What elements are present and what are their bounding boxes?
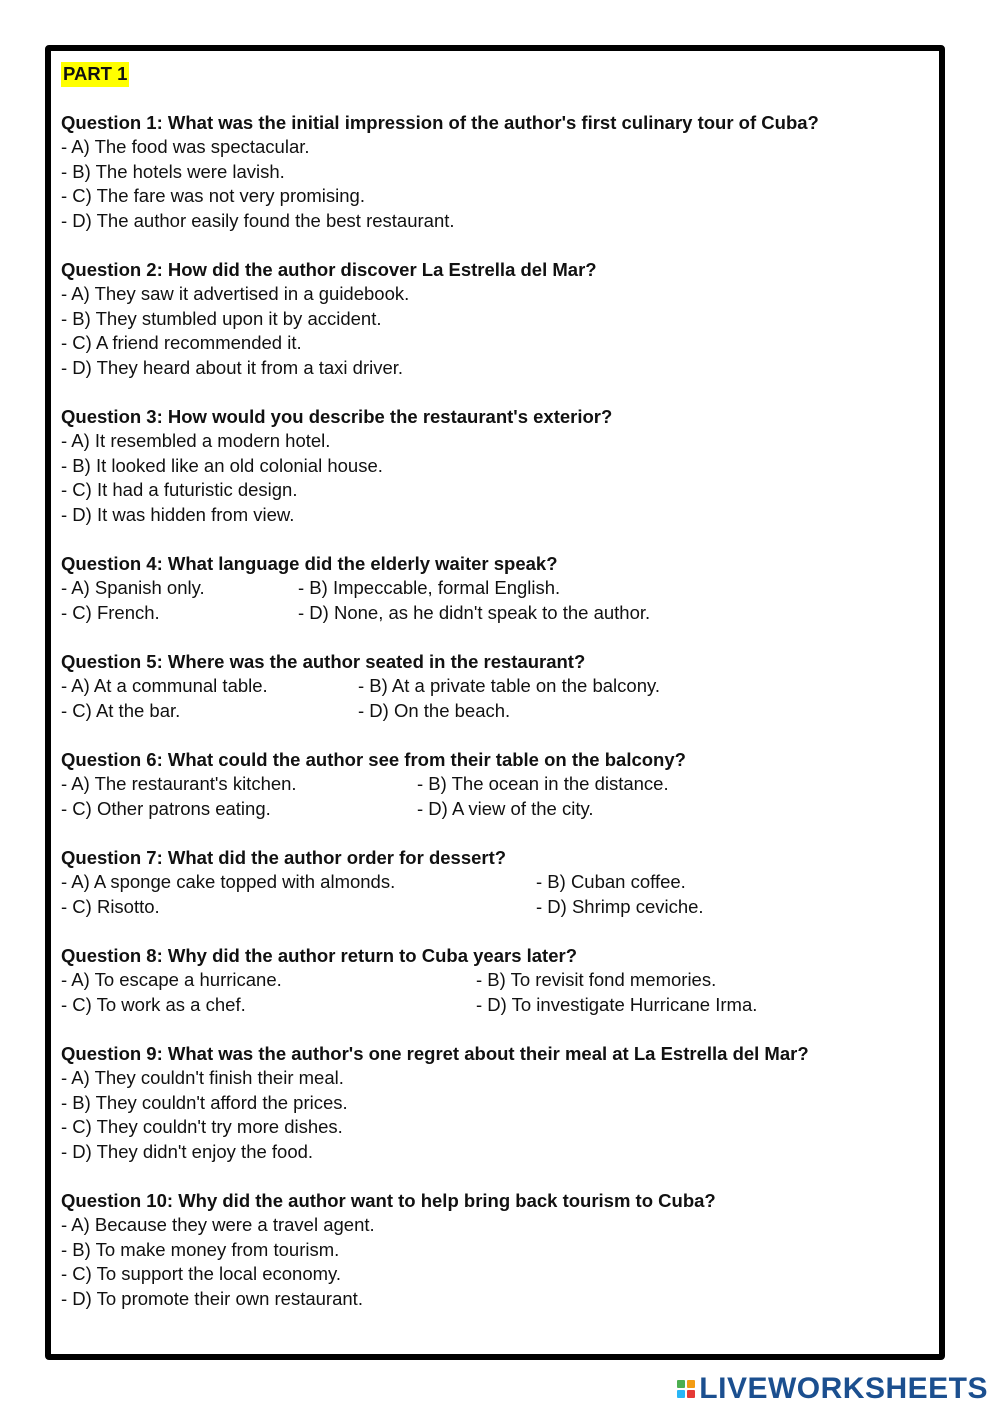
answer-option[interactable]: - B) To make money from tourism. — [61, 1238, 340, 1260]
question-6 — [61, 748, 941, 822]
answer-option[interactable]: - D) They heard about it from a taxi driver. — [61, 356, 404, 378]
question-title: Question 10: Why did the author want to help bring back tourism to Cuba? — [61, 1189, 716, 1211]
answer-option[interactable]: - C) It had a futuristic design. — [61, 479, 298, 500]
answer-option[interactable]: - B) To revisit fond memories. — [476, 969, 717, 990]
question-10 — [61, 1189, 941, 1312]
answer-option[interactable]: - B) The hotels were lavish. — [61, 160, 285, 182]
answer-option[interactable]: - C) Risotto. — [61, 895, 160, 917]
answer-option[interactable]: - C) At the bar. — [61, 699, 181, 721]
answer-option[interactable]: - D) Shrimp ceviche. — [536, 895, 704, 917]
answer-option[interactable]: - A) The restaurant's kitchen. — [61, 773, 297, 794]
answer-option[interactable]: - B) It looked like an old colonial house. — [61, 454, 383, 476]
answer-option[interactable]: - A) It resembled a modern hotel. — [61, 430, 331, 451]
answer-option[interactable]: - C) French. — [61, 601, 160, 623]
answer-option[interactable]: - D) The author easily found the best restaurant. — [61, 209, 455, 231]
brand-name: LIVEWORKSHEETS — [699, 1372, 988, 1405]
answer-option[interactable]: - B) They stumbled upon it by accident. — [61, 307, 382, 329]
answer-option[interactable]: - D) To promote their own restaurant. — [61, 1287, 363, 1309]
answer-option[interactable]: - A) The food was spectacular. — [61, 136, 310, 157]
answer-option[interactable]: - B) They couldn't afford the prices. — [61, 1091, 348, 1113]
answer-option[interactable]: - D) They didn't enjoy the food. — [61, 1140, 314, 1162]
question-title: Question 7: What did the author order for dessert? — [61, 846, 507, 868]
question-title: Question 5: Where was the author seated in the restaurant? — [61, 650, 586, 672]
question-title: Question 8: Why did the author return to Cuba years later? — [61, 944, 578, 966]
answer-option[interactable]: - A) Spanish only. — [61, 577, 205, 598]
question-8 — [61, 944, 941, 1018]
answer-option[interactable]: - A) They saw it advertised in a guidebook. — [61, 283, 410, 304]
answer-option[interactable]: - D) On the beach. — [358, 699, 511, 721]
question-5 — [61, 650, 941, 724]
answer-option[interactable]: - C) They couldn't try more dishes. — [61, 1116, 343, 1137]
part-label: PART 1 — [61, 62, 129, 87]
answer-option[interactable]: - A) They couldn't finish their meal. — [61, 1067, 344, 1088]
question-title: Question 3: How would you describe the restaurant's exterior? — [61, 405, 613, 427]
answer-option[interactable]: - B) At a private table on the balcony. — [358, 675, 660, 696]
question-4 — [61, 552, 941, 626]
question-2 — [61, 258, 941, 381]
question-7 — [61, 846, 941, 920]
answer-option[interactable]: - D) To investigate Hurricane Irma. — [476, 993, 758, 1015]
answer-option[interactable]: - B) The ocean in the distance. — [417, 773, 669, 794]
question-title: Question 6: What could the author see from their table on the balcony? — [61, 748, 686, 770]
question-title: Question 2: How did the author discover La Estrella del Mar? — [61, 258, 597, 280]
answer-option[interactable]: - A) At a communal table. — [61, 675, 268, 696]
question-1 — [61, 111, 941, 234]
answer-option[interactable]: - D) A view of the city. — [417, 797, 594, 819]
answer-option[interactable]: - C) To support the local economy. — [61, 1263, 342, 1284]
answer-option[interactable]: - B) Impeccable, formal English. — [298, 577, 561, 598]
worksheet-content — [61, 60, 941, 1336]
answer-option[interactable]: - C) A friend recommended it. — [61, 332, 302, 353]
question-title: Question 9: What was the author's one regret about their meal at La Estrella del Mar? — [61, 1042, 809, 1064]
answer-option[interactable]: - A) Because they were a travel agent. — [61, 1214, 375, 1235]
question-title: Question 1: What was the initial impression of the author's first culinary tour of Cuba? — [61, 111, 819, 133]
answer-option[interactable]: - C) To work as a chef. — [61, 993, 246, 1015]
answer-option[interactable]: - C) Other patrons eating. — [61, 797, 271, 819]
question-title: Question 4: What language did the elderly waiter speak? — [61, 552, 558, 574]
question-3 — [61, 405, 941, 528]
liveworksheets-logo-icon — [677, 1380, 695, 1398]
answer-option[interactable]: - D) None, as he didn't speak to the author. — [298, 601, 651, 623]
answer-option[interactable]: - B) Cuban coffee. — [536, 871, 686, 892]
answer-option[interactable]: - A) To escape a hurricane. — [61, 969, 282, 990]
liveworksheets-brand[interactable] — [677, 1372, 988, 1406]
answer-option[interactable]: - C) The fare was not very promising. — [61, 185, 365, 206]
question-9 — [61, 1042, 941, 1165]
answer-option[interactable]: - D) It was hidden from view. — [61, 503, 295, 525]
answer-option[interactable]: - A) A sponge cake topped with almonds. — [61, 871, 396, 892]
